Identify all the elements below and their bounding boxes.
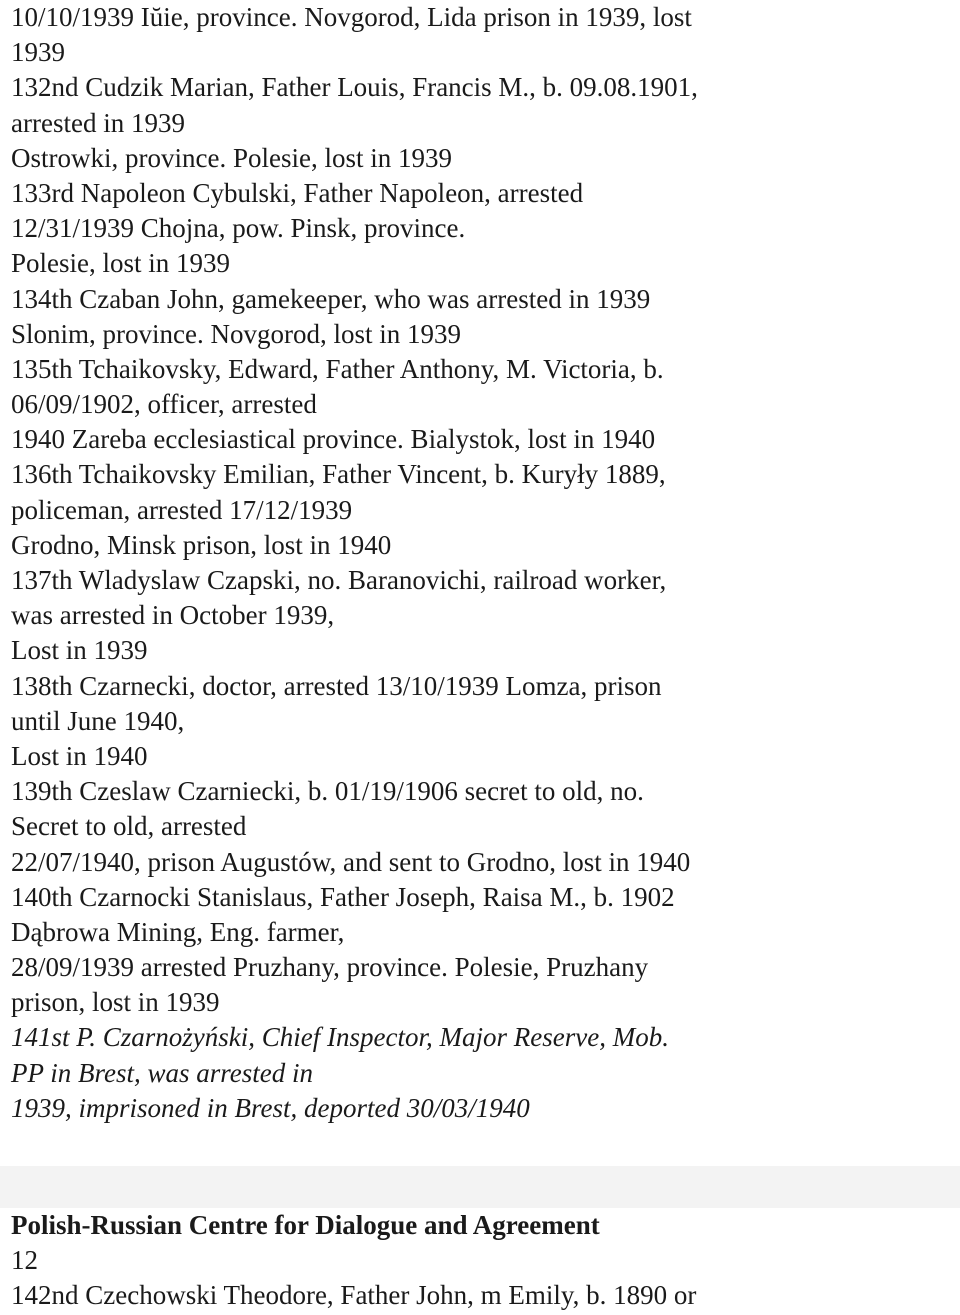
text-line: 22/07/1940, prison Augustów, and sent to Grodno, lost in 1940 <box>11 846 691 877</box>
text-line: 136th Tchaikovsky Emilian, Father Vincent, b. Kuryły 1889, <box>11 459 666 490</box>
page-footer <box>11 1208 951 1313</box>
text-line: Slonim, province. Novgorod, lost in 1939 <box>11 318 461 349</box>
text-line: 141st P. Czarnożyński, Chief Inspector, Major Reserve, Mob. <box>11 1022 669 1053</box>
text-line: Ostrowki, province. Polesie, lost in 1939 <box>11 142 452 173</box>
text-line: 135th Tchaikovsky, Edward, Father Anthony, M. Victoria, b. <box>11 353 664 384</box>
page-number: 12 <box>11 1245 38 1275</box>
text-line: 10/10/1939 Iŭie, province. Novgorod, Lida prison in 1939, lost <box>11 2 692 32</box>
text-line: was arrested in October 1939, <box>11 600 335 631</box>
page-separator <box>0 1166 960 1208</box>
text-line: 1939, imprisoned in Brest, deported 30/03/1940 <box>11 1092 530 1123</box>
text-line: 134th Czaban John, gamekeeper, who was arrested in 1939 <box>11 283 651 314</box>
text-line: 28/09/1939 arrested Pruzhany, province. Polesie, Pruzhany <box>11 952 649 983</box>
text-line: until June 1940, <box>11 705 185 736</box>
text-line: 1939 <box>11 37 65 68</box>
text-line: policeman, arrested 17/12/1939 <box>11 494 353 525</box>
text-line: arrested in 1939 <box>11 107 185 138</box>
text-line: Polesie, lost in 1939 <box>11 248 231 279</box>
text-line: Lost in 1939 <box>11 635 148 666</box>
text-line: 132nd Cudzik Marian, Father Louis, Francis M., b. 09.08.1901, <box>11 72 698 103</box>
text-line: 133rd Napoleon Cybulski, Father Napoleon, arrested <box>11 177 584 208</box>
text-line: prison, lost in 1939 <box>11 987 220 1018</box>
text-line: 139th Czeslaw Czarniecki, b. 01/19/1906 secret to old, no. <box>11 776 644 807</box>
next-page-first-line: 142nd Czechowski Theodore, Father John, m Emily, b. 1890 or <box>11 1280 697 1310</box>
text-line: Lost in 1940 <box>11 740 148 771</box>
text-line: 12/31/1939 Chojna, pow. Pinsk, province. <box>11 213 466 244</box>
text-line: 1940 Zareba ecclesiastical province. Bialystok, lost in 1940 <box>11 424 656 455</box>
text-line: Dąbrowa Mining, Eng. farmer, <box>11 916 345 947</box>
text-line: 06/09/1902, officer, arrested <box>11 389 317 420</box>
text-line: Secret to old, arrested <box>11 811 247 842</box>
text-line: PP in Brest, was arrested in <box>11 1057 313 1088</box>
text-line: 138th Czarnecki, doctor, arrested 13/10/1939 Lomza, prison <box>11 670 662 701</box>
text-line: Grodno, Minsk prison, lost in 1940 <box>11 529 392 560</box>
footer-title: Polish-Russian Centre for Dialogue and Agreement <box>11 1210 600 1240</box>
text-line: 140th Czarnocki Stanislaus, Father Joseph, Raisa M., b. 1902 <box>11 881 675 912</box>
text-line: 137th Wladyslaw Czapski, no. Baranovichi, railroad worker, <box>11 565 667 595</box>
document-body <box>11 0 951 1126</box>
